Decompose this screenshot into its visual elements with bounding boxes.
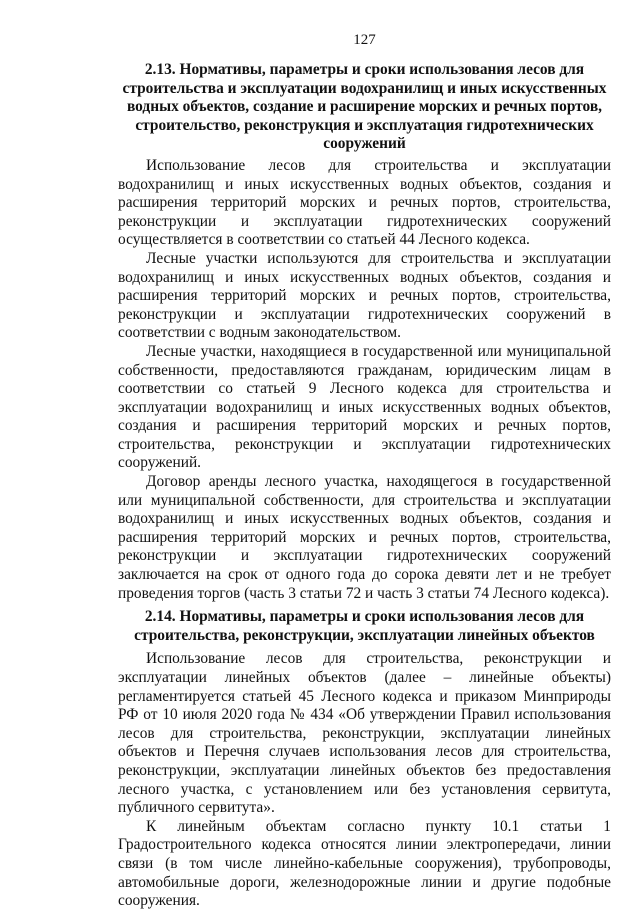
paragraph: Лесные участки используются для строительства и эксплуатации водохранилищ и иных искусственных водных объектов, создания и расширения территорий морских и речных портов, строительства, реконструкции и эксплуатации гидротехнических сооружений в соответствии с водным законодательством. [118, 249, 611, 342]
section-heading-2-14: 2.14. Нормативы, параметры и сроки использования лесов для строительства, реконструкции, эксплуатации линейных объектов [134, 608, 595, 644]
section-heading-2-13: 2.13. Нормативы, параметры и сроки использования лесов для строительства и эксплуатации водохранилищ и иных искусственных водных объектов, создание и расширение морских и речных портов, строительство, реконструкция и эксплуатация гидротехнических сооружений [122, 61, 607, 153]
paragraph: Лесные участки, находящиеся в государственной или муниципальной собственности, предоставляются гражданам, юридическим лицам в соответствии со статьей 9 Лесного кодекса для строительства и эксплуатации водохранилищ и иных искусственных водных объектов, создания и расширения территорий морских и речных портов, строительства, реконструкции и эксплуатации гидротехнических сооружений. [118, 342, 611, 472]
paragraph: Использование лесов для строительства и эксплуатации водохранилищ и иных искусственных водных объектов, создания и расширения территорий морских и речных портов, строительства, реконструкции и эксплуатации гидротехнических сооружений осуществляется в соответствии со статьей 44 Лесного кодекса. [118, 156, 611, 249]
page-number: 127 [353, 32, 376, 48]
paragraph: Договор аренды лесного участка, находящегося в государственной или муниципальной собственности, для строительства и эксплуатации водохранилищ и иных искусственных водных объектов, создания и расширения территорий морских и речных портов, строительства, реконструкции и эксплуатации гидротехнических сооружений заключается на срок от одного года до сорока девяти лет и не требует проведения торгов (часть 3 статьи 72 и часть 3 статьи 74 Лесного кодекса). [118, 473, 611, 602]
paragraph: К линейным объектам согласно пункту 10.1 статьи 1 Градостроительного кодекса относятся линии электропередачи, линии связи (в том числе линейно-кабельные сооружения), трубопроводы, автомобильные дороги, железнодорожные линии и другие подобные сооружения. [118, 817, 611, 910]
paragraph: Использование лесов для строительства, реконструкции и эксплуатации линейных объектов (далее – линейные объекты) регламентируется статьей 45 Лесного кодекса и приказом Минприроды РФ от 10 июля 2020 года № 434 «Об утверждении Правил использования лесов для строительства, реконструкции, эксплуатации линейных объектов и Перечня случаев использования лесов для строительства, реконструкции, эксплуатации линейных объектов без предоставления лесного участка, с установлением или без установления сервитута, публичного сервитута». [118, 650, 611, 817]
